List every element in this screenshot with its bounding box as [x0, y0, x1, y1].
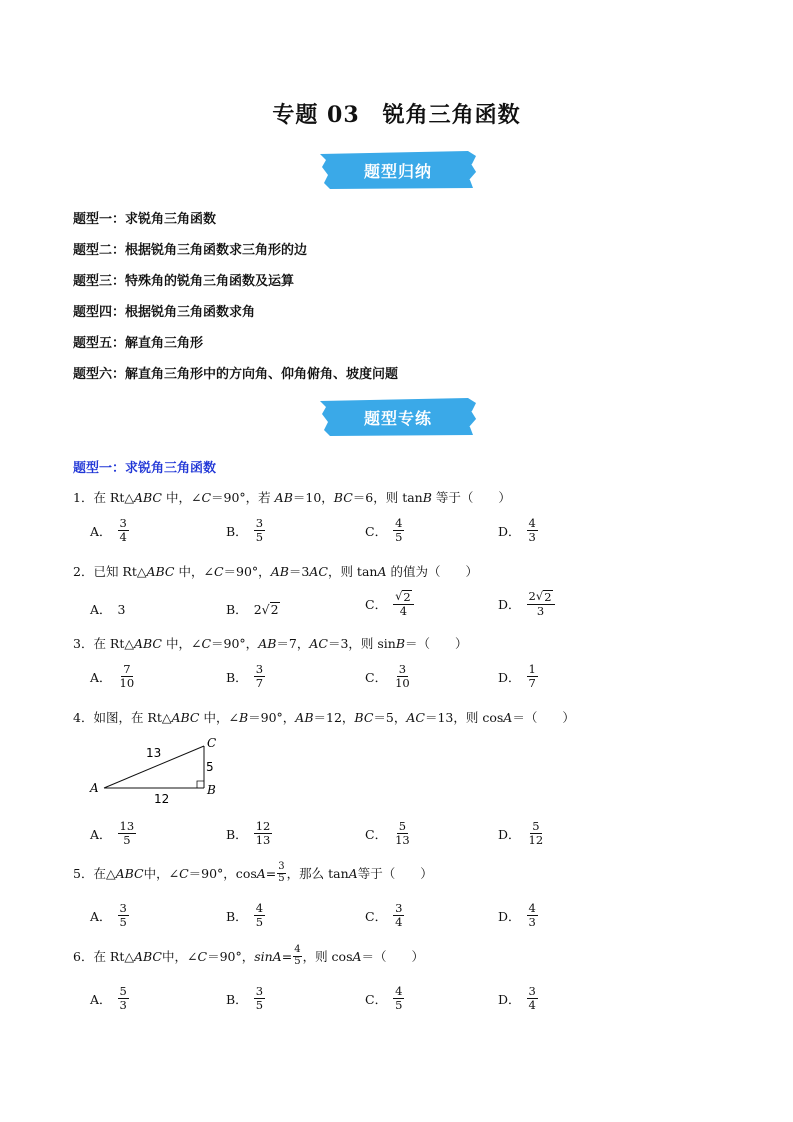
banner-label: 题型归纳 [363, 161, 432, 181]
question-2: 2．已知 Rt△ABC 中，∠C＝90°，AB＝3AC，则 tanA 的值为（ ） [73, 564, 478, 579]
type-line-2: 题型二：根据锐角三角函数求三角形的边 [73, 243, 308, 258]
q5-option-a[interactable]: A． $\frac{3}{5}$ [90, 901, 127, 930]
q6-option-b[interactable]: B． $\frac{3}{5}$ [226, 984, 264, 1013]
base-ab-label: 12 [154, 792, 170, 806]
triangle-figure [86, 734, 226, 806]
q2-option-a[interactable]: A． 3 [90, 601, 126, 617]
type-line-6: 题型六：解直角三角形中的方向角、仰角俯角、坡度问题 [73, 367, 399, 382]
vertex-b-label: B [207, 783, 216, 797]
q3-option-a[interactable]: A． $\frac{7}{10}$ [90, 662, 135, 691]
page-title: 专题 03 锐角三角函数 [272, 102, 521, 128]
q4-option-c[interactable]: C． $\frac{5}{13}$ [365, 819, 410, 848]
q6-option-a[interactable]: A． $\frac{5}{3}$ [90, 984, 127, 1013]
leg-bc-label: 5 [206, 760, 214, 774]
hypotenuse-label: 13 [146, 746, 162, 760]
question-1: 1．在 Rt△ABC 中，∠C＝90°，若 AB＝10，BC＝6，则 tanB 等于（ ） [73, 490, 511, 505]
q3-option-d[interactable]: D． $\frac{1}{7}$ [498, 662, 536, 691]
banner-practice [318, 397, 478, 437]
q4-option-a[interactable]: A． $\frac{13}{5}$ [90, 819, 135, 848]
q6-option-c[interactable]: C． $\frac{4}{5}$ [365, 984, 403, 1013]
q5-option-b[interactable]: B． $\frac{4}{5}$ [226, 901, 264, 930]
q4-option-b[interactable]: B． $\frac{12}{13}$ [226, 819, 271, 848]
q2-option-b[interactable]: B． 2 √ 2 [226, 601, 279, 617]
vertex-a-label: A [90, 781, 99, 795]
question-5: 5．在△ ABC 中，∠ C ＝90°，cos A = $\frac{3}{5}$ ，那么 tan A 等于（ ） [73, 861, 433, 884]
question-3: 3．在 Rt△ABC 中，∠C＝90°，AB＝7，AC＝3，则 sinB＝（ ） [73, 636, 468, 651]
q6-option-d[interactable]: D． $\frac{3}{4}$ [498, 984, 536, 1013]
q5-option-d[interactable]: D． $\frac{4}{3}$ [498, 901, 536, 930]
right-angle-mark [197, 781, 204, 788]
section-heading: 题型一：求锐角三角函数 [73, 461, 217, 476]
q1-option-c[interactable]: C． $\frac{4}{5}$ [365, 516, 403, 545]
q4-option-d[interactable]: D． $\frac{5}{12}$ [498, 819, 544, 848]
q1-option-d[interactable]: D． $\frac{4}{3}$ [498, 516, 536, 545]
type-line-1: 题型一：求锐角三角函数 [73, 212, 217, 227]
banner-types-summary [318, 150, 478, 190]
type-line-3: 题型三：特殊角的锐角三角函数及运算 [73, 274, 295, 289]
q1-option-a[interactable]: A． $\frac{3}{4}$ [90, 516, 127, 545]
vertex-c-label: C [207, 736, 217, 750]
q2-option-c[interactable]: C． √ 2 4 [365, 590, 414, 618]
type-line-4: 题型四：根据锐角三角函数求角 [73, 305, 256, 320]
q3-option-c[interactable]: C． $\frac{3}{10}$ [365, 662, 410, 691]
type-line-5: 题型五：解直角三角形 [73, 336, 204, 351]
banner-label: 题型专练 [363, 408, 432, 428]
q5-option-c[interactable]: C． $\frac{3}{4}$ [365, 901, 403, 930]
q3-option-b[interactable]: B． $\frac{3}{7}$ [226, 662, 264, 691]
q2-option-d[interactable]: D． 2 √ 2 3 [498, 590, 555, 618]
question-4: 4．如图，在 Rt△ABC 中，∠B＝90°，AB＝12，BC＝5，AC＝13，则 cosA＝（ ） [73, 710, 575, 725]
question-6: 6．在 Rt△ ABC 中，∠ C ＝90°， sinA = $\frac{4}{5}$ ，则 cos A ＝（ ） [73, 944, 425, 967]
q1-option-b[interactable]: B． $\frac{3}{5}$ [226, 516, 264, 545]
